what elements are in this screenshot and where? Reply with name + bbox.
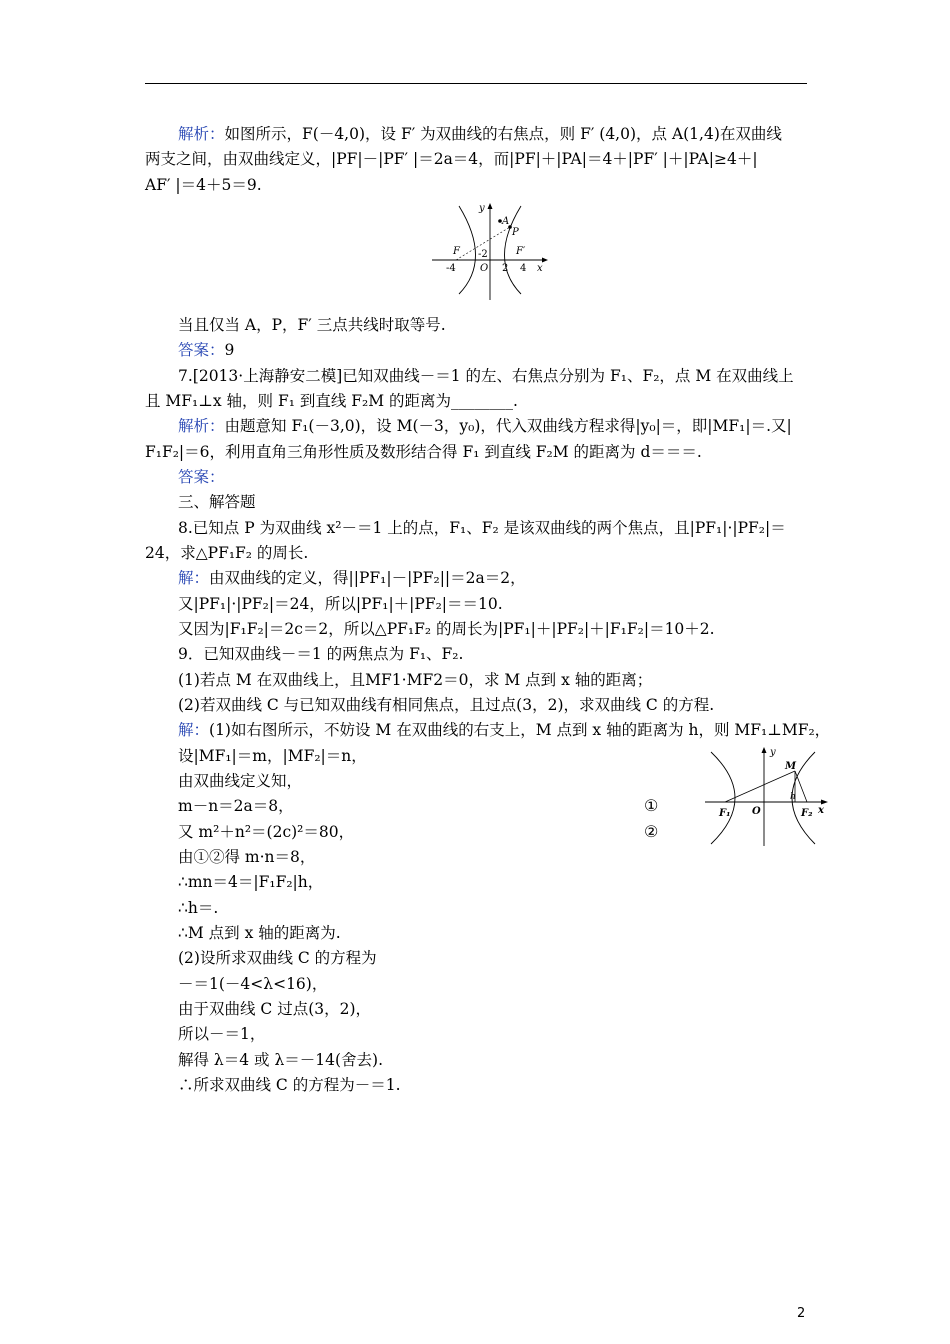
fig1-point-p: P: [512, 227, 519, 238]
problem-9-line: (1)若点 M 在双曲线上，且MF1·MF2＝0，求 M 点到 x 轴的距离；: [178, 671, 653, 689]
fig2-origin: O: [752, 806, 761, 817]
solution-line: 又因为|F₁F₂|＝2c＝2，所以△PF₁F₂ 的周长为|PF₁|＋|PF₂|＋|F₁F₂|＝10＋2.: [178, 620, 715, 638]
answer-label: 答案：: [178, 341, 225, 359]
solution-line: 由①②得 m·n＝8，: [178, 848, 316, 866]
solution-line: AF′ |＝4＋5＝9.: [145, 176, 262, 194]
solution-line: [178, 720, 830, 740]
solution-line: ∴mn＝4＝|F₁F₂|h，: [178, 873, 324, 891]
fig1-tick-2: 2: [502, 263, 509, 274]
fig1-focus-f: F: [453, 246, 460, 257]
problem-8-line: 8.已知点 P 为双曲线 x²－＝1 上的点，F₁、F₂ 是该双曲线的两个焦点，且|PF₁|·|PF₂|＝: [178, 519, 786, 537]
fig1-point-a: A: [502, 216, 510, 227]
hyperbola-figure-1: [432, 200, 554, 302]
header-rule: [145, 83, 807, 84]
solution-line: ∴M 点到 x 轴的距离为.: [178, 924, 341, 942]
solution-line: 由双曲线定义知，: [178, 772, 303, 790]
fig1-y-label: y: [479, 203, 485, 214]
answer-label: 答案：: [178, 468, 225, 486]
solution-line: 由于双曲线 C 过点(3，2)，: [178, 1000, 372, 1018]
fig2-point-m: M: [785, 761, 797, 772]
analysis-text: 如图所示，F(－4,0)，设 F′ 为双曲线的右焦点，则 F′ (4,0)，点 A(1,4)在双曲线: [224, 125, 782, 143]
solution-line: 解得 λ＝4 或 λ＝－14(舍去).: [178, 1051, 384, 1069]
solution-line: 所以－＝1，: [178, 1025, 266, 1043]
problem-9-line: 9．已知双曲线－＝1 的两焦点为 F₁、F₂.: [178, 645, 464, 663]
solution-line: m－n＝2a＝8，: [178, 797, 294, 815]
solution-line: (2)设所求双曲线 C 的方程为: [178, 949, 377, 967]
fig2-focus-f1: F₁: [719, 808, 731, 819]
problem-9-line: (2)若双曲线 C 与已知双曲线有相同焦点，且过点(3，2)，求双曲线 C 的方程.: [178, 696, 715, 714]
analysis-label: 解析：: [178, 125, 225, 143]
solution-line: 又 m²＋n²＝(2c)²＝80，: [178, 823, 355, 841]
solution-line: ∴h＝.: [178, 899, 219, 917]
solution-line: 设|MF₁|＝m，|MF₂|＝n，: [178, 747, 367, 765]
fig1-tick-m4: -4: [446, 263, 456, 274]
hyperbola-figure-2: [703, 744, 833, 848]
problem-8-line: 24，求△PF₁F₂ 的周长.: [145, 544, 309, 562]
solution-line: －＝1(－4<λ<16)，: [178, 975, 328, 993]
solution-line: F₁F₂|＝6，利用直角三角形性质及数形结合得 F₁ 到直线 F₂M 的距离为 d＝＝＝.: [145, 443, 702, 461]
fig1-x-label: x: [537, 263, 543, 274]
answer-value: 9: [224, 341, 235, 359]
fig1-tick-4: 4: [520, 263, 527, 274]
solution-line: [178, 416, 792, 436]
solution-line: [178, 568, 526, 588]
section-heading: 三、解答题: [178, 493, 256, 511]
fig1-focus-fp: F′: [516, 246, 526, 257]
fig2-focus-f2: F₂: [801, 808, 813, 819]
solution-text: 由双曲线的定义，得||PF₁|－|PF₂||＝2a＝2，: [209, 569, 526, 587]
solution-line: ∴所求双曲线 C 的方程为－＝1.: [178, 1076, 401, 1094]
fig2-height-h: h: [790, 792, 796, 802]
analysis-label: 解析：: [178, 417, 225, 435]
problem-7-line: 且 MF₁⊥x 轴，则 F₁ 到直线 F₂M 的距离为________.: [145, 392, 518, 410]
solution-line: 两支之间，由双曲线定义，|PF|－|PF′ |＝2a＝4，而|PF|＋|PA|＝4＋|PF′ |＋|PA|≥4＋|: [145, 150, 758, 168]
problem-7-line: 7.[2013·上海静安二模]已知双曲线－＝1 的左、右焦点分别为 F₁、F₂，点 M 在双曲线上: [178, 367, 794, 385]
equation-marker-2: ②: [644, 822, 659, 841]
solution-label: 解：: [178, 569, 210, 587]
fig1-tick-m2: -2: [478, 249, 488, 260]
solution-line: [178, 124, 782, 144]
answer-line: [178, 340, 234, 360]
fig2-y-label: y: [770, 747, 776, 758]
solution-text: (1)如右图所示，不妨设 M 在双曲线的右支上，M 点到 x 轴的距离为 h，则 MF₁⊥MF₂，: [209, 721, 831, 739]
solution-line: 当且仅当 A，P，F′ 三点共线时取等号.: [178, 316, 446, 334]
fig1-origin: O: [480, 263, 489, 274]
page-number: 2: [797, 1306, 806, 1321]
equation-marker-1: ①: [644, 796, 659, 815]
fig2-x-label: x: [818, 805, 824, 816]
solution-line: 又|PF₁|·|PF₂|＝24，所以|PF₁|＋|PF₂|＝＝10.: [178, 595, 503, 613]
analysis-text: 由题意知 F₁(－3,0)，设 M(－3，y₀)，代入双曲线方程求得|y₀|＝，即|MF₁|＝.又|: [224, 417, 792, 435]
solution-label: 解：: [178, 721, 210, 739]
